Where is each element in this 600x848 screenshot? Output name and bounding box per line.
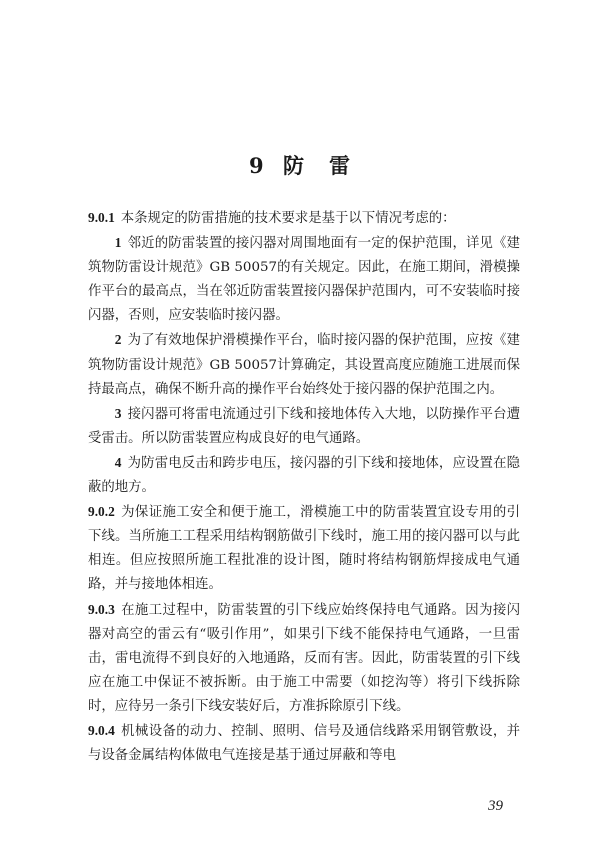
clause-paragraph [88, 598, 520, 719]
paragraph-text: 为防雷电反击和跨步电压，接闪器的引下线和接地体，应设置在隐蔽的地方。 [88, 455, 520, 496]
clause-number: 9.0.2 [88, 504, 115, 520]
clause-paragraph [88, 500, 520, 597]
paragraph-text: 邻近的防雷装置的接闪器对周围地面有一定的保护范围，详见《建筑物防雷设计规范》GB 50057的有关规定。因此，在施工期间，滑模操作平台的最高点，当在邻近防雷装置接闪器保护范围内，可不安装临时接闪器，否则，应安装临时接闪器。 [88, 236, 520, 324]
item-number: 2 [114, 332, 122, 348]
clause-paragraph [88, 719, 520, 768]
paragraph-text: 机械设备的动力、控制、照明、信号及通信线路采用钢管敷设，并与设备金属结构体做电气连接是基于通过屏蔽和等电 [88, 723, 520, 764]
page-number: 39 [488, 798, 503, 814]
item-paragraph [88, 451, 520, 500]
chapter-title-char-2: 雷 [328, 153, 351, 178]
item-number: 4 [114, 454, 122, 470]
paragraph-text: 本条规定的防雷措施的技术要求是基于以下情况考虑的： [120, 211, 456, 226]
chapter-title [0, 150, 600, 180]
paragraph-text: 在施工过程中，防雷装置的引下线应始终保持电气通路。因为接闪器对高空的雷云有“吸引作用”，如果引下线不能保持电气通路，一旦雷击，雷电流得不到良好的入地通路，反而有害。因此，防雷装置的引下线应在施工中保证不被拆断。由于施工中需要（如挖沟等）将引下线拆除时，应待另一条引下线安装好后，方准拆除原引下线。 [88, 602, 520, 714]
chapter-title-char-1: 防 [282, 153, 305, 178]
paragraph-text: 接闪器可将雷电流通过引下线和接地体传入大地，以防操作平台遭受雷击。所以防雷装置应构成良好的电气通路。 [88, 406, 520, 446]
clause-number: 9.0.1 [88, 210, 115, 225]
item-paragraph [88, 402, 520, 451]
paragraph-text: 为了有效地保护滑模操作平台，临时接闪器的保护范围，应按《建筑物防雷设计规范》GB 50057计算确定，其设置高度应随施工进展而保持最高点，确保不断升高的操作平台始终处于接闪器的保护范围之内。 [88, 333, 520, 397]
clause-number: 9.0.3 [88, 601, 115, 617]
chapter-number: 9 [249, 153, 265, 178]
clause-paragraph [88, 206, 520, 231]
item-paragraph [88, 231, 520, 328]
paragraph-text: 为保证施工安全和便于施工，滑模施工中的防雷装置宜设专用的引下线。当所施工工程采用结构钢筋做引下线时，施工用的接闪器可以与此相连。但应按照所施工程批准的设计图，随时将结构钢筋焊接成电气通路，并与接地体相连。 [88, 505, 520, 593]
item-number: 3 [114, 405, 122, 421]
clause-number: 9.0.4 [88, 722, 115, 738]
item-number: 1 [114, 235, 122, 251]
item-paragraph [88, 328, 520, 401]
body-text [88, 206, 520, 768]
